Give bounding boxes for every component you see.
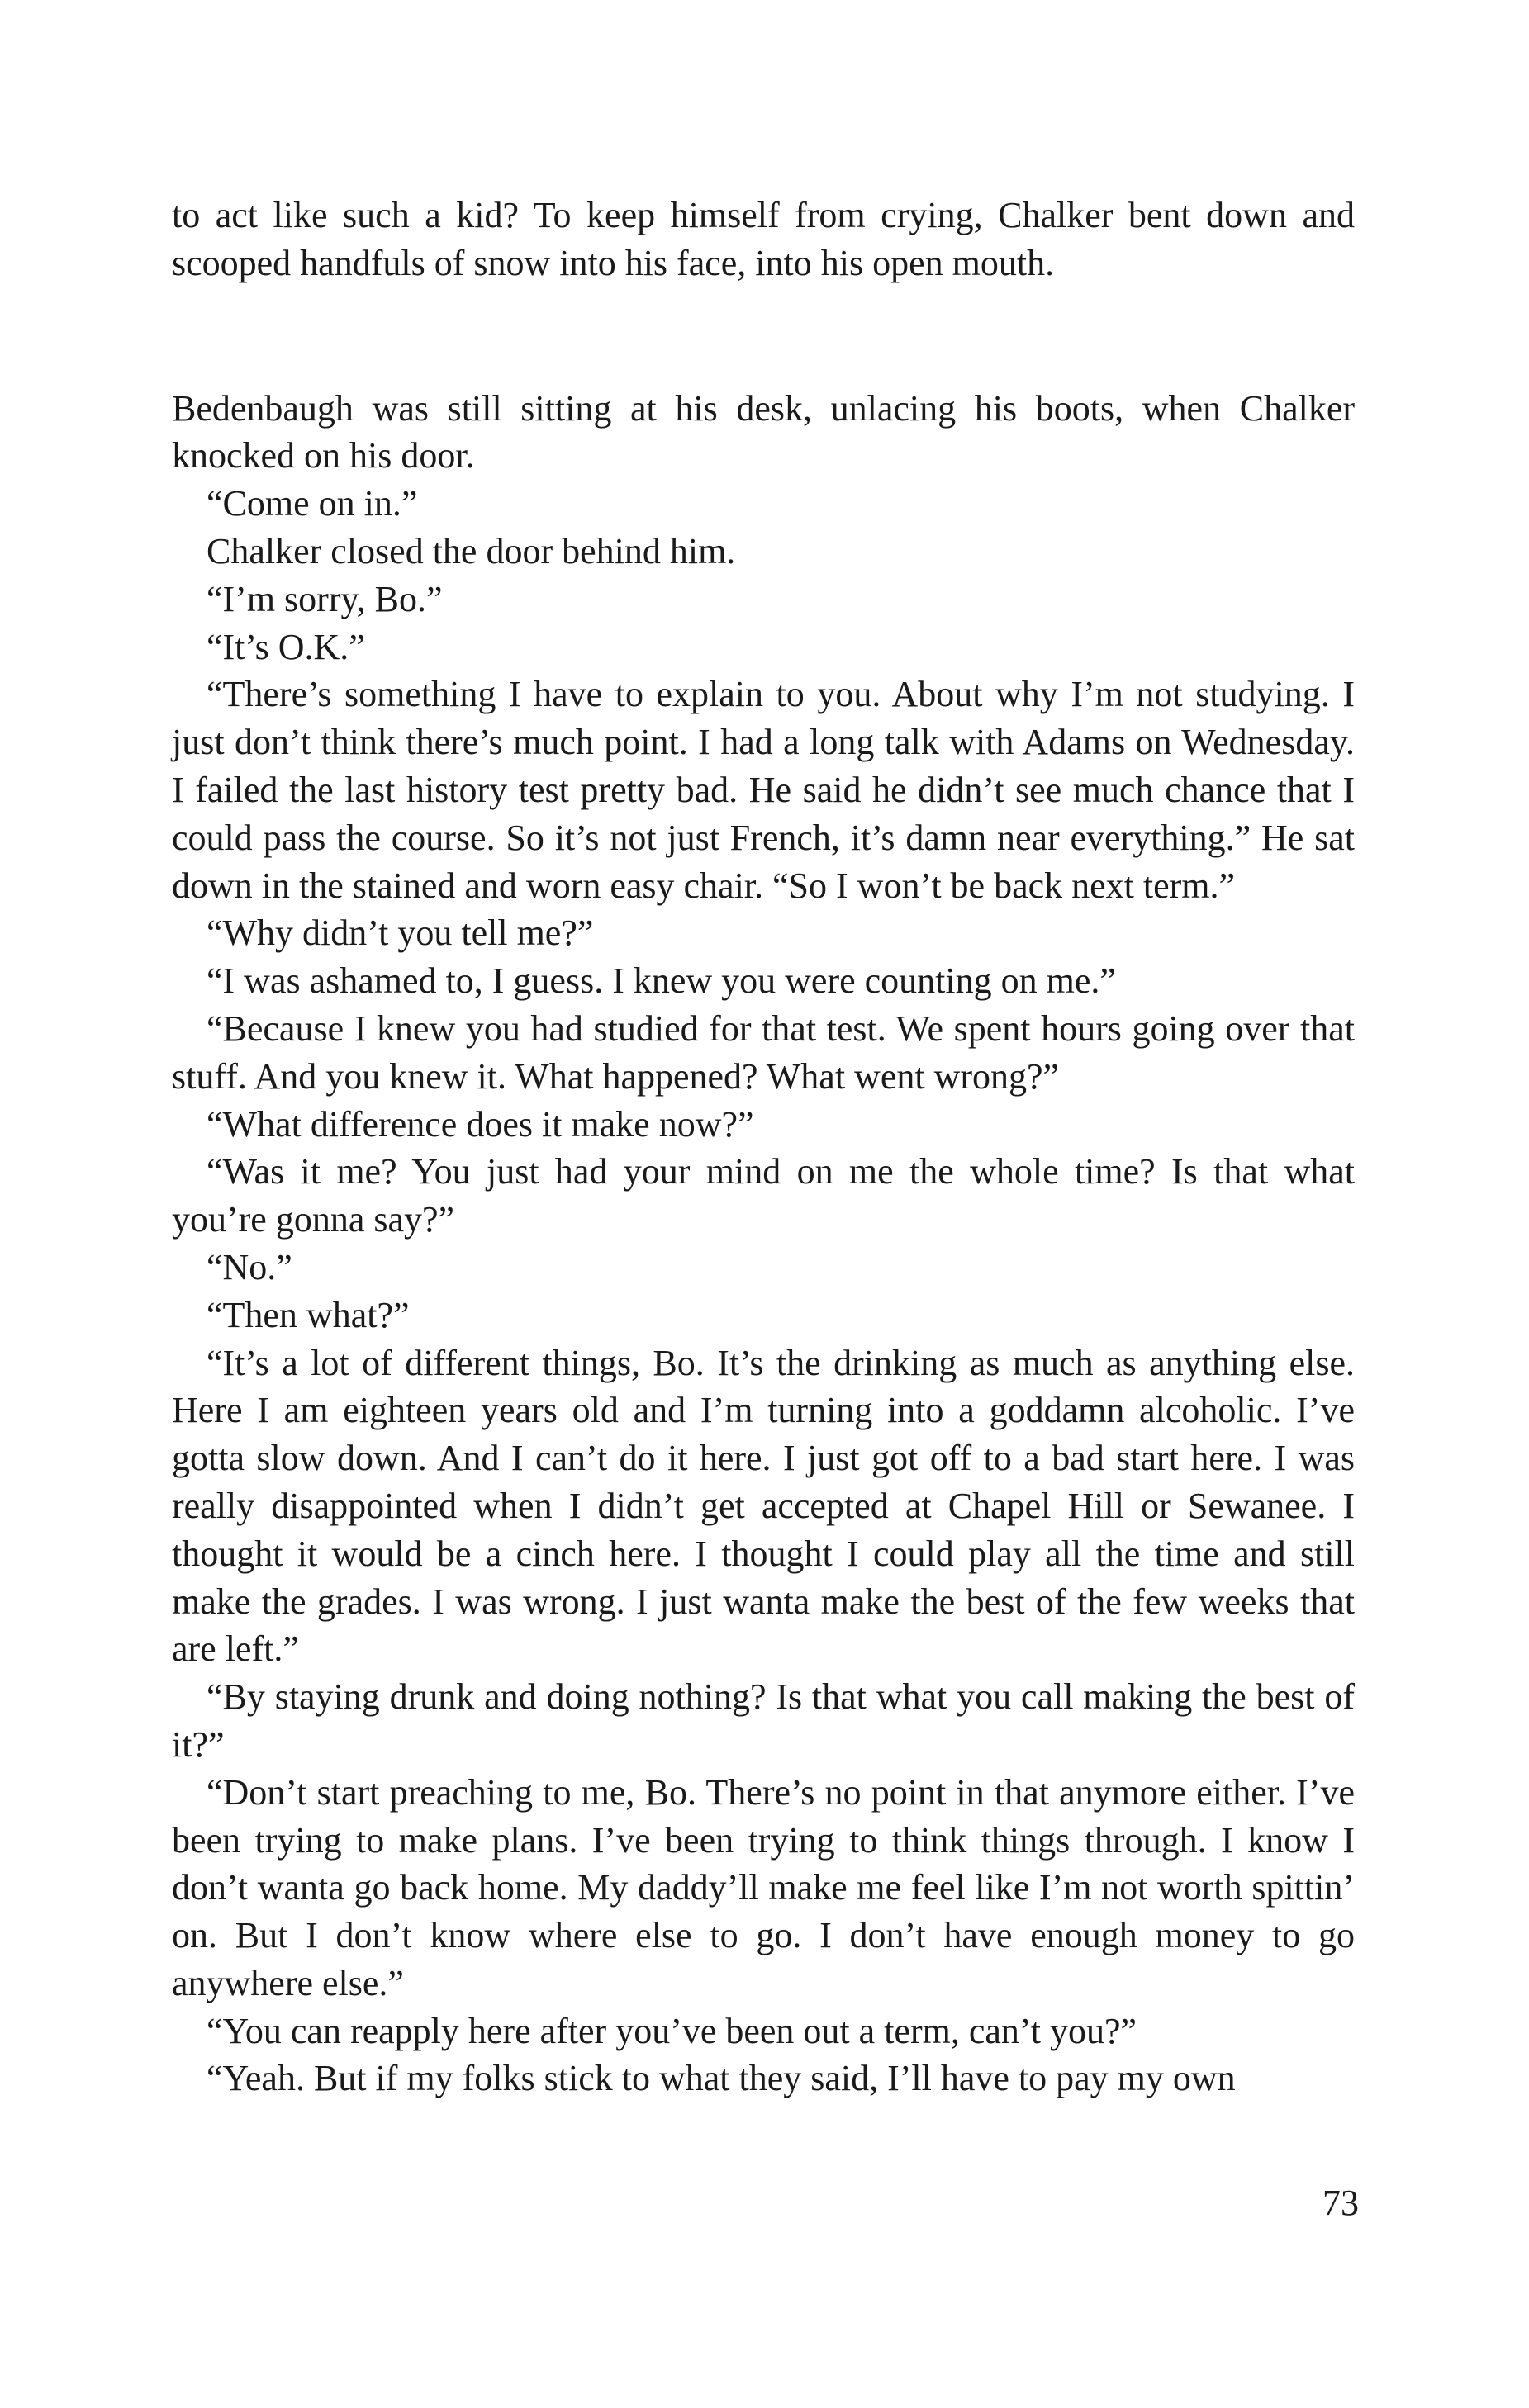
paragraph: “I was ashamed to, I guess. I knew you were counting on me.” bbox=[207, 960, 1116, 1002]
body-text bbox=[172, 192, 1355, 2102]
paragraph: “Then what?” bbox=[207, 1294, 410, 1335]
paragraph: “Was it me? You just had your mind on me the whole time? Is that what you’re gonna say?” bbox=[172, 1151, 1355, 1240]
paragraph: “Don’t start preaching to me, Bo. There’s no point in that anymore either. I’ve been trying to make plans. I’ve been trying to think things through. I know I don’t wanta go back home. My daddy’ll make me feel like I’m not worth spittin’ on. But I don’t know where else to go. I don’t have enough money to go anywhere else.” bbox=[172, 1771, 1355, 2003]
paragraph: “It’s O.K.” bbox=[207, 626, 365, 667]
paragraph: “Why didn’t you tell me?” bbox=[207, 912, 594, 954]
paragraph: “I’m sorry, Bo.” bbox=[207, 578, 443, 619]
paragraph: “What difference does it make now?” bbox=[207, 1103, 754, 1145]
paragraph: Chalker closed the door behind him. bbox=[207, 530, 736, 571]
paragraph: “Yeah. But if my folks stick to what they said, I’ll have to pay my own bbox=[207, 2058, 1236, 2099]
paragraph: “No.” bbox=[207, 1246, 292, 1287]
paragraph: Bedenbaugh was still sitting at his desk, unlacing his boots, when Chalker knocked on his door. bbox=[172, 387, 1355, 476]
paragraph: “It’s a lot of different things, Bo. It’s the drinking as much as anything else. Here I am eighteen years old and I’m turning into a goddamn alcoholic. I’ve gotta slow down. And I can’t do it here. I just got off to a bad start here. I was really disappointed when I didn’t get accepted at Chapel Hill or Sewanee. I thought it would be a cinch here. I thought I could play all the time and still make the grades. I was wrong. I just wanta make the best of the few weeks that are left.” bbox=[172, 1342, 1355, 1670]
paragraph: “Come on in.” bbox=[207, 483, 418, 524]
paragraph: “You can reapply here after you’ve been out a term, can’t you?” bbox=[207, 2010, 1137, 2051]
paragraph: “There’s something I have to explain to you. About why I’m not studying. I just don’t think there’s much point. I had a long talk with Adams on Wednesday. I failed the last history test pretty bad. He said he didn’t see much chance that I could pass the course. So it’s not just French, it’s damn near everything.” He sat down in the stained and worn easy chair. “So I won’t be back next term.” bbox=[172, 674, 1355, 906]
paragraph: “Because I knew you had studied for that test. We spent hours going over that stuff. And you knew it. What happened? What went wrong?” bbox=[172, 1007, 1355, 1097]
paragraph: “By staying drunk and doing nothing? Is that what you call making the best of it?” bbox=[172, 1676, 1355, 1765]
page-number: 73 bbox=[1322, 2183, 1359, 2223]
paragraph: to act like such a kid? To keep himself from crying, Chalker bent down and scooped handfuls of snow into his face, into his open mouth. bbox=[172, 195, 1355, 283]
